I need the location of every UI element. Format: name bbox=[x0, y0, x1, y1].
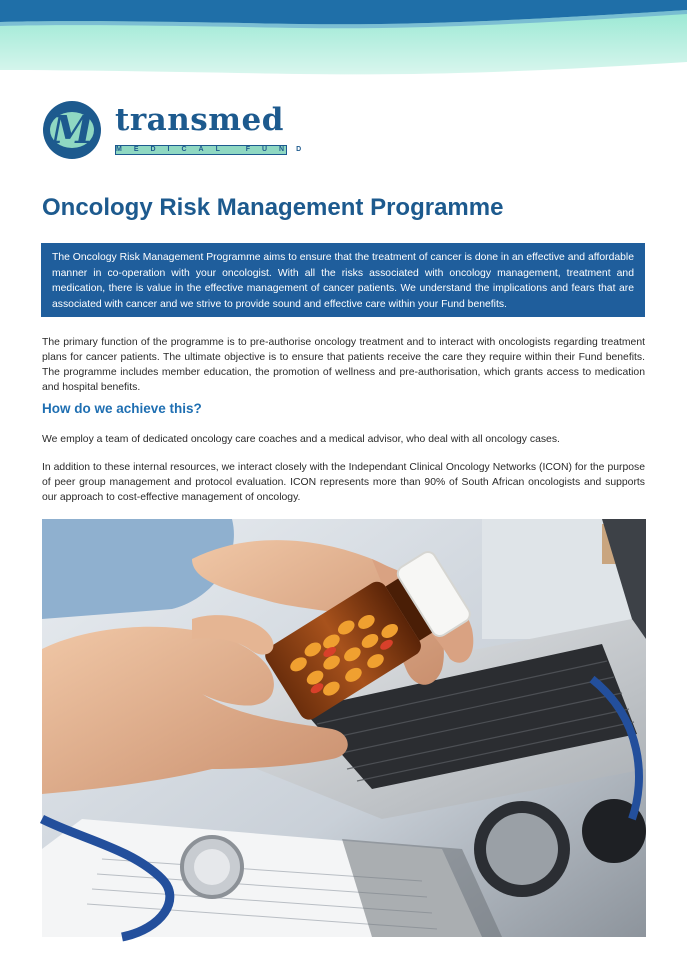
logo-subtitle: MEDICAL FUND bbox=[116, 146, 314, 153]
intro-box bbox=[41, 243, 645, 317]
body-paragraph-2: We employ a team of dedicated oncology care coaches and a medical advisor, who deal with all oncology cases. bbox=[42, 434, 560, 445]
page-title: Oncology Risk Management Programme bbox=[42, 194, 504, 221]
intro-text: The Oncology Risk Management Programme aims to ensure that the treatment of cancer is done in an effective and affordable manner in co-operation with your oncologist. With all the risks associated with oncology management, treatment and medication, there is value in the effective management of cancer patients. We understand the implications and fears that are associated with cancer and we strive to provide sound and effective care within your Fund benefits. bbox=[52, 252, 634, 310]
section-heading: How do we achieve this? bbox=[42, 401, 202, 416]
body-paragraph-1: The primary function of the programme is to pre-authorise oncology treatment and to interact with oncologists regarding treatment plans for cancer patients. The ultimate objective is to ensure that patients receive the care they require within their Fund benefits. The programme includes member education, the promotion of wellness and pre-authorisation, which grants access to medication and hospital benefits. bbox=[42, 337, 645, 393]
header-wave-band bbox=[0, 0, 687, 80]
transmed-emblem-icon bbox=[41, 99, 103, 161]
medication-laptop-photo bbox=[42, 519, 646, 937]
emblem-letter: M bbox=[50, 107, 94, 152]
logo-wordmark: transmed bbox=[115, 102, 284, 138]
body-paragraph-3: In addition to these internal resources, we interact closely with the Independant Clinical Oncology Networks (ICON) for the purpose of peer group management and protocol evaluation. ICON represents more than 90% of South African oncologists and supports our approach to cost-effective management of oncology. bbox=[42, 462, 645, 503]
transmed-logo bbox=[41, 99, 314, 161]
